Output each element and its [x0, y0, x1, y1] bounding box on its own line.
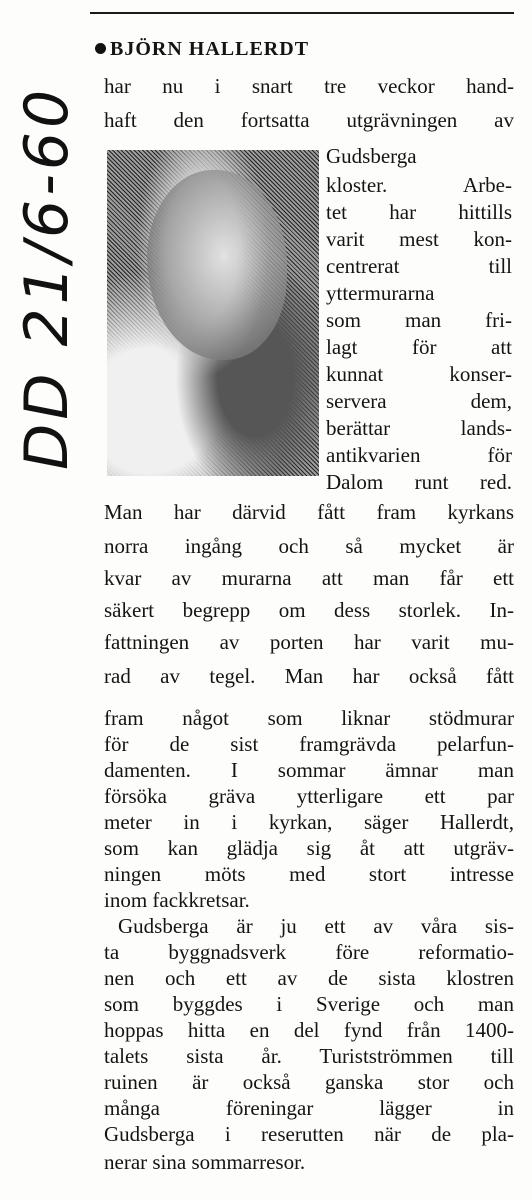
article-line: Dalom runt red. — [326, 470, 512, 494]
article-line: fram något som liknar stödmurar — [104, 706, 514, 730]
byline-name: BJÖRN HALLERDT — [110, 38, 310, 60]
article-line: centrerat till — [326, 254, 512, 278]
handwritten-date-note: DD 21/6-60 — [12, 85, 82, 470]
article-line: Man har därvid fått fram kyrkans — [104, 500, 514, 524]
article-line: norra ingång och så mycket är — [104, 534, 514, 558]
article-line: yttermurarna — [326, 281, 435, 305]
article-line: många föreningar lägger in — [104, 1096, 514, 1120]
article-line: kloster. Arbe- — [326, 173, 512, 197]
article-line: haft den fortsatta utgrävningen av — [104, 108, 514, 132]
article-line: som man fri- — [326, 308, 512, 332]
article-line: inom fackkretsar. — [104, 888, 250, 912]
article-line: servera dem, — [326, 389, 512, 413]
article-line: Gudsberga i reserutten när de pla- — [104, 1122, 514, 1146]
article-line: varit mest kon- — [326, 227, 512, 251]
article-line: fattningen av porten har varit mu- — [104, 630, 514, 654]
article-line: kvar av murarna att man får ett — [104, 566, 514, 590]
article-line: kunnat konser- — [326, 362, 512, 386]
article-line: säkert begrepp om dess storlek. In- — [104, 598, 514, 622]
article-line: meter in i kyrkan, säger Hallerdt, — [104, 810, 514, 834]
article-line: har nu i snart tre veckor hand- — [104, 74, 514, 98]
article-line: Gudsberga är ju ett av våra sis- — [118, 914, 514, 938]
article-line: ningen möts med stort intresse — [104, 862, 514, 886]
article-line: damenten. I sommar ämnar man — [104, 758, 514, 782]
article-line: som kan glädja sig åt att utgräv- — [104, 836, 514, 860]
article-line: rad av tegel. Man har också fått — [104, 664, 514, 688]
article-line: talets sista år. Turistströmmen till — [104, 1044, 514, 1068]
article-line: antikvarien för — [326, 443, 512, 467]
article-line: ta byggnadsverk före reformatio- — [104, 940, 514, 964]
article-line: Gudsberga — [326, 144, 417, 168]
article-line: hoppas hitta en del fynd från 1400- — [104, 1018, 514, 1042]
top-rule — [90, 12, 514, 14]
article-line: försöka gräva ytterligare ett par — [104, 784, 514, 808]
article-line: tet har hittills — [326, 200, 512, 224]
article-line: nerar sina sommarresor. — [104, 1150, 306, 1174]
portrait-figure — [147, 170, 287, 360]
article-line: som byggdes i Sverige och man — [104, 992, 514, 1016]
article-line: för de sist framgrävda pelarfun- — [104, 732, 514, 756]
article-line: ruinen är också ganska stor och — [104, 1070, 514, 1094]
article-line: berättar lands- — [326, 416, 512, 440]
portrait-photo — [107, 150, 319, 476]
bullet-icon — [95, 43, 106, 54]
article-line: nen och ett av de sista klostren — [104, 966, 514, 990]
byline — [95, 38, 309, 61]
article-line: lagt för att — [326, 335, 512, 359]
